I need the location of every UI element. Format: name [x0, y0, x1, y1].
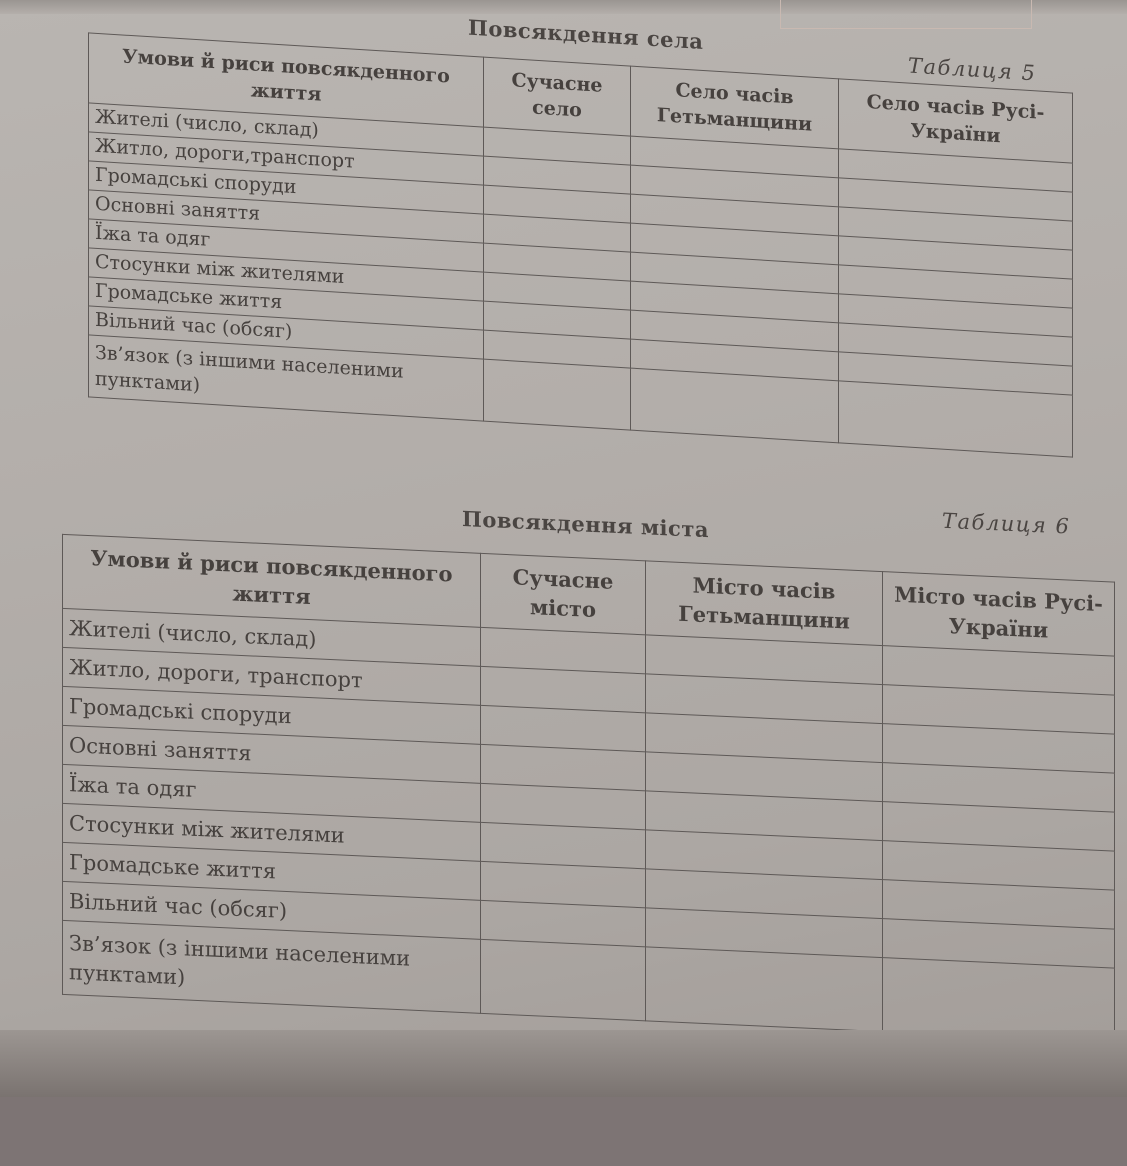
table5-row-label: Стосунки між жителями	[89, 248, 484, 301]
table5-row-label: Громадське життя	[89, 277, 484, 330]
page-bottom-shadow	[0, 1030, 1127, 1097]
table6-row-label: Основні заняття	[63, 725, 481, 783]
table6-row-label: Громадські споруди	[63, 686, 481, 744]
table6-row-label: Стосунки між жителями	[63, 803, 481, 861]
table5-row-label: Вільний час (обсяг)	[89, 306, 484, 359]
table6-row-label: Житло, дороги, транспорт	[63, 647, 481, 705]
table5-number: Таблиця 5	[908, 53, 1037, 86]
table5-header-rus: Село часів Русі-України	[839, 79, 1073, 163]
table5-row-label: Зв’язок (з іншими населеними пунктами)	[89, 335, 484, 421]
table6-caption: Повсякдення міста	[462, 505, 709, 543]
table5-row-label: Основні заняття	[89, 190, 484, 243]
table5-row-label: Їжа та одяг	[89, 219, 484, 272]
previous-table-edge	[780, 0, 1032, 29]
table6-row-label: Громадське життя	[63, 842, 481, 900]
table6	[62, 534, 1115, 1043]
table6-header-modern: Сучасне місто	[481, 553, 646, 634]
table6-row-label: Вільний час (обсяг)	[63, 881, 481, 939]
table5-header-conditions: Умови й риси повсякденного життя	[89, 33, 484, 127]
table5-header-hetmanate: Село часів Гетьманщини	[631, 66, 839, 149]
table6-answer-cell[interactable]	[646, 947, 883, 1032]
table6-header-hetmanate: Місто часів Гетьманщини	[646, 561, 883, 646]
table5-row-label: Житло, дороги,транспорт	[89, 132, 484, 185]
table6-row-label: Їжа та одяг	[63, 764, 481, 822]
table6-row-label: Зв’язок (з іншими населеними пунктами)	[63, 920, 481, 1013]
table5-row-label: Жителі (число, склад)	[89, 103, 484, 156]
table6-number: Таблиця 6	[942, 508, 1071, 539]
table5-row-label: Громадські споруди	[89, 161, 484, 214]
table6-answer-cell[interactable]	[481, 939, 646, 1020]
table6-header-rus: Місто часів Русі-України	[883, 572, 1115, 657]
table5-header-modern: Сучасне село	[484, 57, 631, 136]
table6-header-conditions: Умови й риси повсякденного життя	[63, 534, 481, 627]
table5-caption: Повсякдення села	[468, 14, 704, 55]
table6-row-label: Жителі (число, склад)	[63, 608, 481, 666]
